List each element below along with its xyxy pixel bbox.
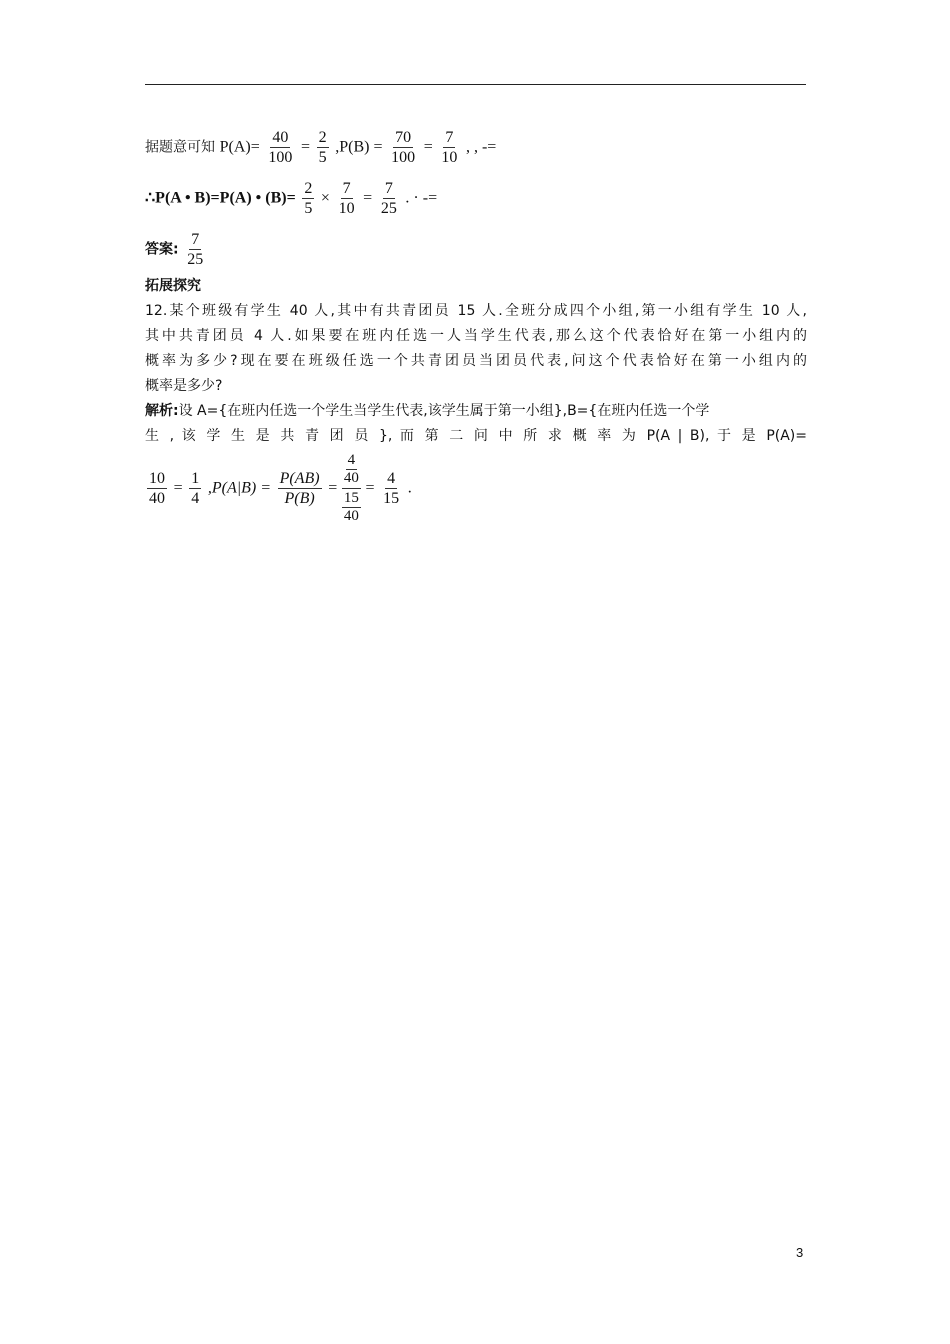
fraction: $\frac{7}{10}$	[338, 180, 355, 217]
compound-fraction: $\frac{\frac{4}{40}}{\frac{15}{40}}$	[343, 452, 359, 524]
equation-line-1: 据题意可知 P(A)= $\frac{40}{100}$ = $\frac{2}{5}$ ,P(B) = $\frac{70}{100}$ = $\frac{7}{10}$ , , -=	[145, 129, 497, 166]
pa-label: P(A)=	[219, 138, 260, 156]
fraction: $\frac{40}{100}$	[268, 129, 293, 166]
equation-line-2: ∴P(A • B)=P(A) • (B)= $\frac{2}{5}$ × $\frac{7}{10}$ = $\frac{7}{25}$ . · -=	[145, 180, 438, 217]
fraction: $\frac{10}{40}$	[149, 470, 165, 507]
answer-label: 答案:	[145, 241, 179, 258]
solution-line-1: 解析:设 A={在班内任选一个学生当学生代表,该学生属于第一小组},B={在班内任选一个学	[145, 403, 710, 419]
problem-line-2: 其中共青团员 4 人.如果要在班内任选一人当学生代表,那么这个代表恰好在第一小组内的	[145, 328, 807, 344]
fraction: $\frac{4}{15}$	[383, 470, 400, 507]
conditional-prob-label: ,P(A|B) =	[207, 479, 272, 497]
text-lead: 据题意可知	[145, 139, 215, 156]
fraction: $\frac{2}{5}$	[304, 180, 313, 217]
problem-line-4: 概率是多少?	[145, 378, 223, 394]
solution-equation: $\frac{10}{40}$ = $\frac{1}{4}$ ,P(A|B) = $\frac{P(AB)}{P(B)}$ = $\frac{\frac{4}{40}}{\frac{15}{40}}$ = $\frac{4}{15}$ .	[149, 452, 412, 524]
solution-line-2: 生 , 该 学 生 是 共 青 团 员 }, 而 第 二 问 中 所 求 概 率 为 P(A | B), 于 是 P(A)=	[145, 428, 807, 444]
problem-line-3: 概率为多少?现在要在班级任选一个共青团员当团员代表,问这个代表恰好在第一小组内的	[145, 353, 807, 369]
answer-fraction: $\frac{7}{25}$	[187, 231, 204, 268]
fraction: $\frac{2}{5}$	[318, 129, 327, 166]
fraction: $\frac{7}{25}$	[380, 180, 397, 217]
answer-line	[145, 230, 207, 269]
fraction: $\frac{70}{100}$	[391, 129, 416, 166]
fraction: $\frac{7}{10}$	[441, 129, 458, 166]
problem-line-1: 12.某个班级有学生 40 人,其中有共青团员 15 人.全班分成四个小组,第一小组有学生 10 人,	[145, 303, 807, 319]
solution-label: 解析:	[145, 403, 179, 419]
section-title: 拓展探究	[145, 278, 201, 294]
header-rule	[145, 84, 806, 85]
fraction: $\frac{P(AB)}{P(B)}$	[279, 470, 320, 507]
fraction: $\frac{1}{4}$	[191, 470, 200, 507]
pb-label: ,P(B) =	[335, 138, 383, 156]
therefore-expression: ∴P(A • B)=P(A) • (B)=	[145, 189, 296, 207]
page-number: 3	[796, 1245, 804, 1260]
